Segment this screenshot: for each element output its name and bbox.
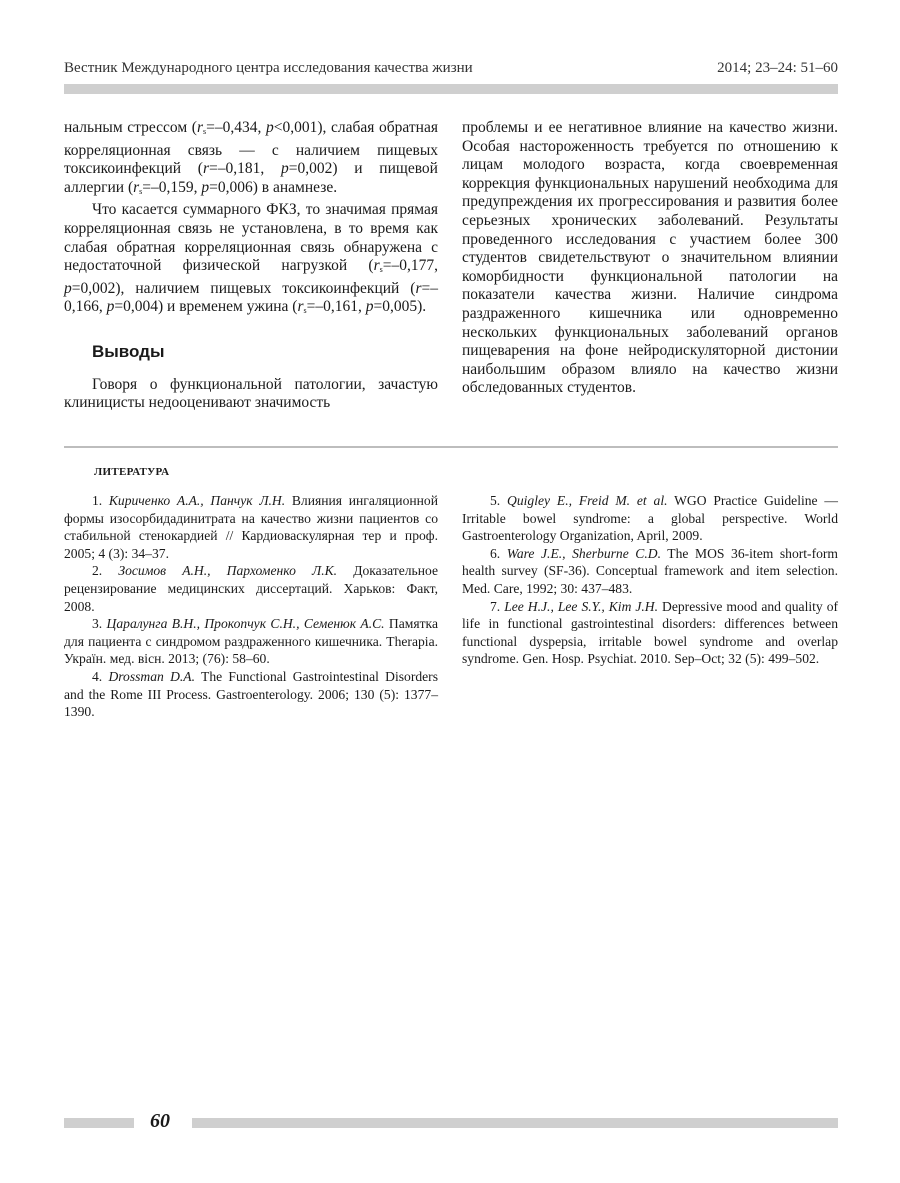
section-title: Выводы: [92, 341, 165, 361]
reference-item: 3. Царалунга В.Н., Прокопчук С.Н., Семенюк А.С. Памятка для пациента с синдромом раздраженного кишечника. Therapia. Украïн. мед. вiсн. 2013; (76): 58–60.: [64, 616, 438, 667]
running-header: [64, 60, 838, 82]
references-heading: ЛИТЕРАТУРА: [94, 466, 170, 478]
references-right: [462, 492, 838, 668]
section-divider: [64, 446, 838, 448]
footer-rule-right: [192, 1118, 838, 1128]
paragraph: Что касается суммарного ФКЗ, то значимая прямая корреляционная связь не установлена, в то время как слабая обратная корреляционная связь обнаружена с недостаточной физической нагрузкой ($r_s=-0,177$, p=0,002), наличием пищевых токсикоинфекций (r=–0,166, p=0,004) и временем ужина ($r_s=-0,161$, p=0,005).: [64, 201, 438, 316]
paragraph: проблемы и ее негативное влияние на качество жизни. Особая настороженность требуется по отношению к лицам молодого возраста, когда своевременная коррекция функциональных нарушений необходима для предупреждения их прогрессирования и развития более серьезных хронических заболеваний. Результаты проведенного исследования с участием более 300 студентов свидетельствуют о значительном влиянии коморбидности функциональной патологии на показатели качества жизни. Наличие синдрома раздраженного кишечника или одновременно нескольких функциональных заболеваний органов пищеварения на фоне нейродискуляторной дистонии наибольшим образом влияло на качество жизни обследованных студентов.: [462, 119, 838, 397]
right-column: [462, 119, 838, 398]
journal-title: Вестник Международного центра исследования качества жизни: [64, 60, 473, 76]
header-rule: [64, 84, 838, 94]
paragraph: нальным стрессом ($r_s=-0,434$, p<0,001), слабая обратная корреляционная связь — с наличием пищевых токсикоинфекций (r=–0,181, p=0,002) и пищевой аллергии ($r_s=-0,159$, p=0,006) в анамнезе.: [64, 119, 438, 196]
page-number: 60: [150, 1110, 170, 1132]
footer-rule-left: [64, 1118, 134, 1128]
reference-item: 4. Drossman D.A. The Functional Gastrointestinal Disorders and the Rome III Process. Gastroenterology. 2006; 130 (5): 1377–1390.: [64, 668, 438, 720]
reference-item: 2. Зосимов А.Н., Пархоменко Л.К. Доказательное рецензирование медицинских диссертаций. Харьков: Факт, 2008.: [64, 563, 438, 614]
issue-citation: 2014; 23–24: 51–60: [717, 60, 838, 76]
reference-item: 1. Кириченко А.А., Панчук Л.Н. Влияния ингаляционной формы изосорбидадинитрата на качество жизни пациентов со стабильной стенокардией // Кардиоваскулярная тер и проф. 2005; 4 (3): 34–37.: [64, 493, 439, 561]
reference-item: 6. Ware J.E., Sherburne C.D. The MOS 36-item short-form health survey (SF-36). Conceptual framework and item selection. Med. Care, 1992; 30: 437–483.: [462, 545, 838, 596]
reference-item: 7. Lee H.J., Lee S.Y., Kim J.H. Depressive mood and quality of life in functional gastrointestinal disorders: differences between functional dyspepsia, irritable bowel syndrome and overlap syndrome. Gen. Hosp. Psychiat. 2010. Sep–Oct; 32 (5): 499–502.: [462, 598, 839, 667]
paragraph: Говоря о функциональной патологии, зачастую клиницисты недооценивают значимость: [64, 375, 438, 412]
references-left: [64, 492, 438, 721]
left-column: [64, 119, 438, 413]
reference-item: 5. Quigley E., Freid M. et al. WGO Practice Guideline — Irritable bowel syndrome: a global perspective. World Gastroenterology Organization, April, 2009.: [462, 493, 838, 544]
